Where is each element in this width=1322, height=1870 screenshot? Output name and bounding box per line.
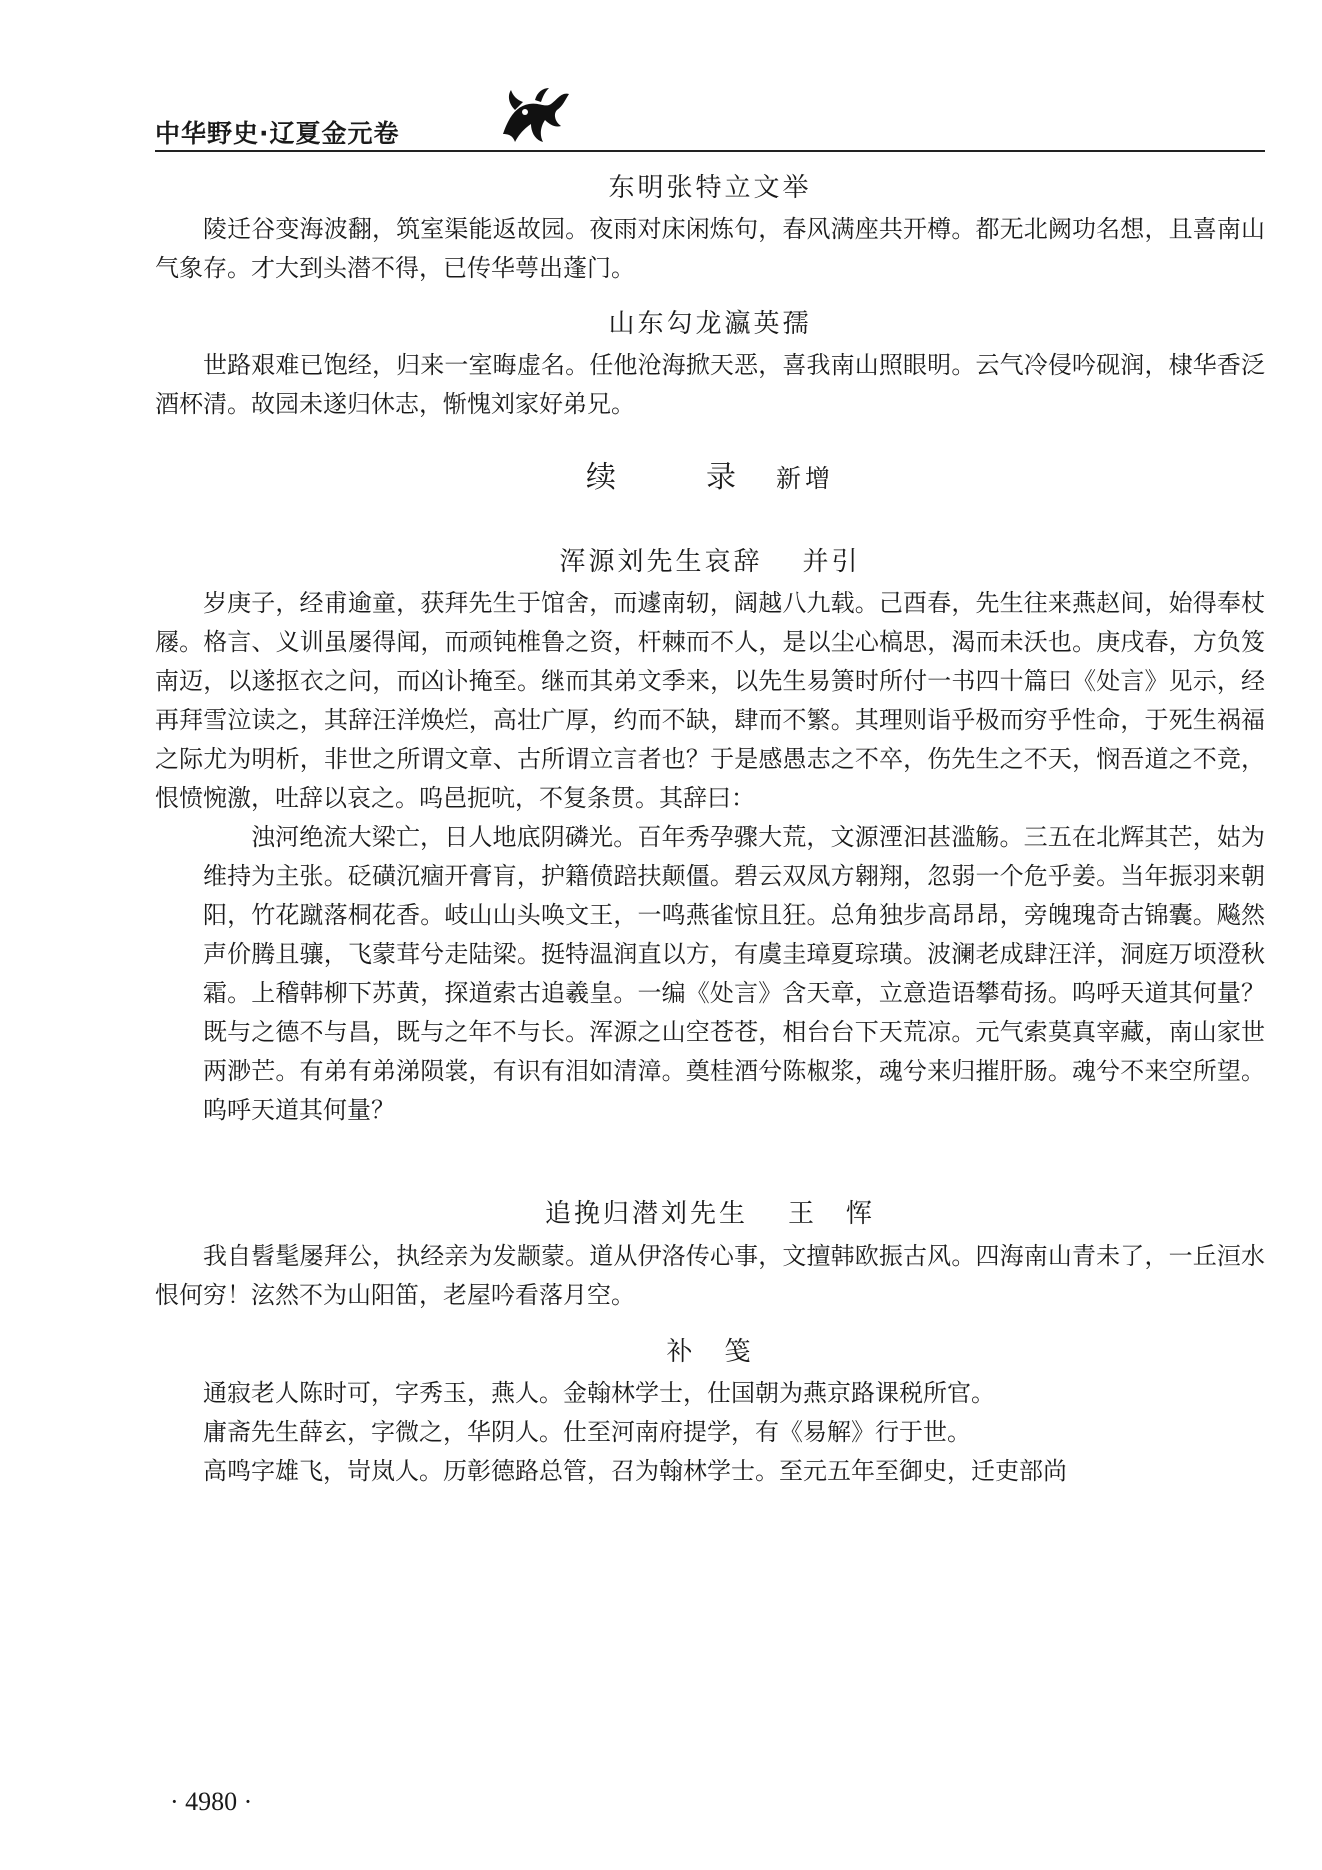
section-title-suffix: 并引 xyxy=(802,547,861,577)
preface-text: 岁庚子，经甫逾童，获拜先生于馆舍，而遽南轫，阔越八九载。己酉春，先生往来燕赵间，始得奉杖屦。格言、义训虽屡得闻，而顽钝椎鲁之资，杆棘而不人，是以尘心槁思，渴而未沃也。庚戌春，方负笈南迈，以遂抠衣之问，而凶讣掩至。继而其弟文季来，以先生易箦时所付一书四十篇曰《处言》见示，经再拜雪泣读之，其辞汪洋焕烂，高壮广厚，约而不缺，肆而不繁。其理则诣乎极而穷乎性命，于死生祸福之际尤为明析，非世之所谓文章、古所谓立言者也？于是感愚志之不卒，伤先生之不天，悯吾道之不竞，恨愤惋激，吐辞以哀之。呜邑扼吭，不复条贯。其辞曰： xyxy=(155,589,1265,812)
main-heading-title: 续 录 xyxy=(585,460,766,495)
header-title: 中华野史·辽夏金元卷 xyxy=(155,119,400,148)
section-title: 东明张特立文举 xyxy=(608,173,812,203)
note-entry: 高鸣字雄飞，岢岚人。历彰德路总管，召为翰林学士。至元五年至御史，迁吏部尚 xyxy=(203,1457,1067,1485)
main-heading-sub: 新增 xyxy=(775,464,834,493)
page-number: · 4980 · xyxy=(170,1787,253,1816)
note-entry: 庸斋先生薛玄，字微之，华阴人。仕至河南府提学，有《易解》行于世。 xyxy=(203,1418,971,1446)
running-header xyxy=(155,82,1265,152)
section-title-main: 追挽归潜刘先生 xyxy=(544,1199,748,1229)
section-title: 补 笺 xyxy=(666,1337,754,1367)
section-title-main: 浑源刘先生哀辞 xyxy=(559,547,763,577)
poem-text: 陵迁谷变海波翻，筑室渠能返故园。夜雨对床闲炼句，春风满座共开樽。都无北阙功名想，且喜南山气象存。才大到头潜不得，已传华萼出蓬门。 xyxy=(155,215,1265,282)
section-title xyxy=(155,1193,1265,1230)
note-entry: 通寂老人陈时可，字秀玉，燕人。金翰林学士，仕国朝为燕京路课税所官。 xyxy=(203,1379,995,1407)
header-rule xyxy=(155,150,1265,152)
poem-text: 我自髫髦屡拜公，执经亲为发颛蒙。道从伊洛传心事，文擅韩欧振古风。四海南山青未了，一丘洹水恨何穷！泫然不为山阳笛，老屋吟看落月空。 xyxy=(155,1242,1265,1309)
section-title: 山东勾龙瀛英孺 xyxy=(608,309,812,339)
section-author: 王 恽 xyxy=(788,1199,876,1229)
poem-text: 世路艰难已饱经，归来一室晦虚名。任他沧海掀天恶，喜我南山照眼明。云气冷侵吟砚润，棣华香泛酒杯清。故园未遂归休志，惭愧刘家好弟兄。 xyxy=(155,351,1265,418)
section-title xyxy=(155,541,1265,578)
main-heading xyxy=(155,452,1265,496)
dragon-emblem-icon xyxy=(495,82,575,152)
elegy-text: 浊河绝流大梁亡，日人地底阴磷光。百年秀孕骤大荒，文源湮汩甚滥觞。三五在北辉其芒，姑为维持为主张。砭磺沉痼开膏肓，护籍偾踣扶颠僵。碧云双凤方翱翔，忽弱一个危乎姜。当年振羽来朝阳，竹花蹴落桐花香。岐山山头唤文王，一鸣燕雀惊且狂。总角独步高昂昂，旁魄瑰奇古锦囊。飚然声价腾且骧，飞蒙茸兮走陆梁。挺特温润直以方，有虞圭璋夏琮璜。波澜老成肆汪洋，洞庭万顷澄秋霜。上稽韩柳下苏黄，探道索古追羲皇。一编《处言》含天章，立意造语攀荀扬。呜呼天道其何量？既与之德不与昌，既与之年不与长。浑源之山空苍苍，相台台下天荒凉。元气索莫真宰藏，南山家世两渺芒。有弟有弟涕陨裳，有识有泪如清漳。奠桂酒兮陈椒浆，魂兮来归摧肝肠。魂兮不来空所望。呜呼天道其何量？ xyxy=(203,823,1265,1124)
